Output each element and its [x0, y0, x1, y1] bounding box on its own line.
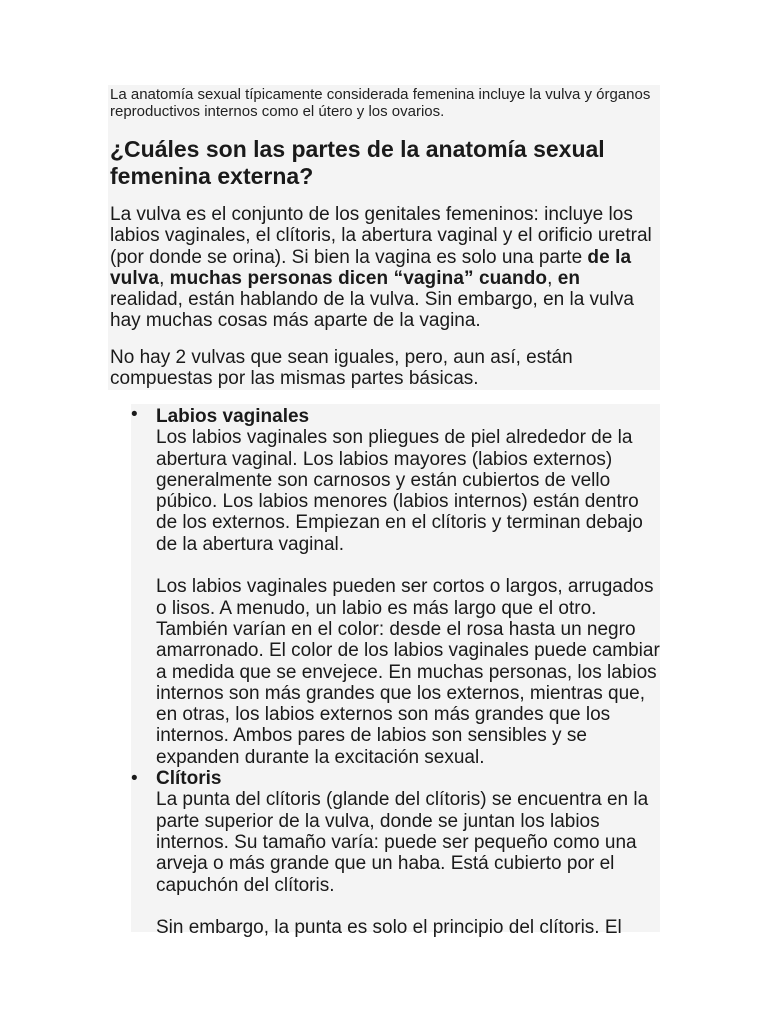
item-title: Labios vaginales [156, 406, 310, 427]
separator-text: , [159, 267, 170, 289]
item-text: Los labios vaginales pueden ser cortos o largos, arrugados o lisos. A menudo, un labio es más largo que el otro. También varían en el color: desde el rosa hasta un negro amarronado. El color de los labios vaginales puede cambiar a medida que se envejece. En muchas personas, los labios internos son más grandes que los externos, mientras que, en otras, los labios externos son más grandes que los internos. Ambos pares de labios son sensibles y se expanden durante la excitación sexual. [156, 576, 660, 768]
paragraph-text: realidad, están hablando de la vulva. Sin embargo, en la vulva hay muchas cosas más aparte de la vagina. [110, 289, 634, 332]
item-title: Clítoris [156, 768, 222, 790]
bullet-icon: • [131, 768, 138, 790]
bold-text: en [557, 267, 581, 289]
item-text: Sin embargo, la punta es solo el principio del clítoris. El [156, 917, 622, 939]
paragraph-vulvas-differ: No hay 2 vulvas que sean iguales, pero, aun así, están compuestas por las mismas partes básicas. [110, 347, 573, 390]
intro-text: La anatomía sexual típicamente considerada femenina incluye la vulva y órganos reproductivos internos como el útero y los ovarios. [110, 86, 651, 120]
section-heading: ¿Cuáles son las partes de la anatomía sexual femenina externa? [110, 136, 605, 189]
item-text: Los labios vaginales son pliegues de piel alrededor de la abertura vaginal. Los labios mayores (labios externos) generalmente son carnosos y están cubiertos de vello púbico. Los labios menores (labios internos) están dentro de los externos. Empiezan en el clítoris y terminan debajo de la abertura vaginal. [156, 427, 643, 555]
bold-text: muchas personas dicen “vagina” cuando [169, 267, 548, 289]
anatomy-parts-list [131, 404, 660, 938]
list-item-labios [131, 404, 660, 768]
paragraph-text: La vulva es el conjunto de los genitales femeninos: incluye los labios vaginales, el clítoris, la abertura vaginal y el orificio uretral (por donde se orina). Si bien la vagina es solo una parte [110, 204, 652, 268]
list-item-clitoris [131, 768, 660, 938]
separator-text: , [547, 267, 558, 289]
paragraph-gap [156, 896, 660, 917]
item-text: La punta del clítoris (glande del clítoris) se encuentra en la parte superior de la vulva, donde se juntan los labios internos. Su tamaño varía: puede ser pequeño como una arveja o más grande que un haba. Está cubierto por el capuchón del clítoris. [156, 789, 649, 896]
paragraph-gap [156, 555, 660, 576]
bullet-icon: • [131, 404, 138, 425]
paragraph-vulva-description [110, 204, 658, 332]
bold-text: de la vulva [110, 246, 632, 289]
